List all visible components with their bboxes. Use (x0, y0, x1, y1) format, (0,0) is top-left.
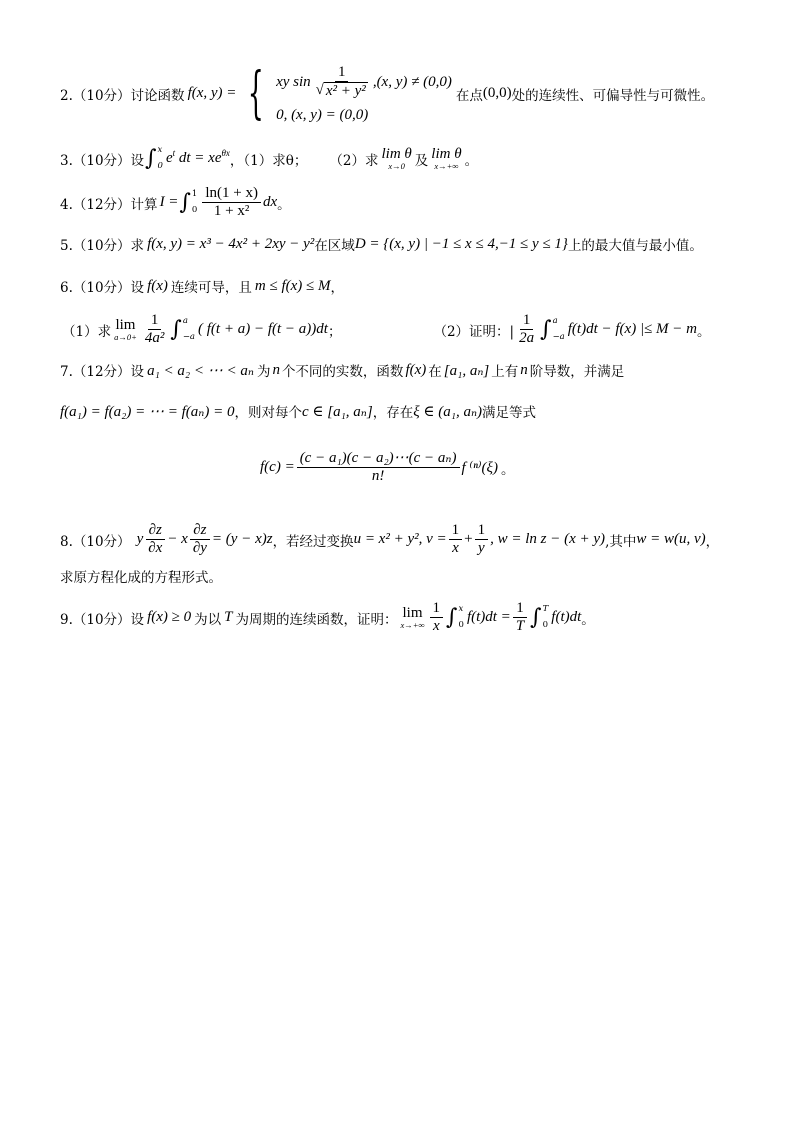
p6-int1-upper: a (182, 316, 188, 327)
p4-int-upper: 1 (191, 189, 198, 200)
p8-d1-num: ∂z (146, 522, 165, 540)
problem-4 (60, 185, 794, 221)
p2-case2: 0, (x, y) = (0,0) (276, 106, 369, 123)
p8-mid: ，若经过变换 (272, 533, 354, 550)
p8-prefix: 8.（10分） (60, 533, 131, 550)
p6-frac1-num: 1 (148, 312, 162, 330)
problem-5 (60, 234, 794, 254)
p7-mid1: 为 (256, 364, 271, 380)
p6-int1-lower: −a (182, 331, 196, 342)
p7-xi-in: ξ ∈ (a₁, aₙ) (413, 403, 483, 420)
p9-integrand1: f(t)dt = (466, 609, 511, 626)
problem-2 (60, 60, 794, 126)
p3-prefix: 3.（10分）设 (60, 152, 145, 169)
p7-display-rhs: f ⁽ⁿ⁾(ξ) (461, 460, 498, 477)
p9-f1 (430, 600, 444, 636)
p6-lim-under: a→0+ (114, 332, 137, 343)
p3-lim1-text: lim θ (381, 146, 412, 162)
p8-f1-den: x (452, 540, 459, 557)
p6-integrand2: f(t)dt − f(x) |≤ M − m (567, 321, 698, 338)
p2-case1-cond: ,(x, y) ≠ (0,0) (372, 73, 452, 90)
p6-int1-limits (183, 317, 195, 342)
p7-fx: f(x) (405, 361, 427, 378)
p3-part1: ，（1）求θ； (229, 152, 308, 169)
p5-expr: f(x, y) = x³ − 4x² + 2xy − y² (147, 235, 315, 252)
p7-n2: n (520, 361, 528, 378)
p8-among: ,其中 (605, 533, 637, 550)
p2-case1-frac (313, 64, 371, 101)
p7-eq-mid1: ，则对每个 (234, 405, 302, 421)
p7-mid5: 阶导数，并满足 (529, 364, 625, 380)
problem-3 (60, 146, 794, 171)
p6-frac2 (516, 312, 537, 348)
p3-lim2-text: lim θ (431, 146, 462, 162)
p7-mid4: 上有 (491, 364, 519, 380)
p2-case1-a: xy sin (276, 73, 311, 90)
p7-eq-mid2: ，存在 (372, 405, 414, 421)
p4-num: ln(1 + x) (202, 185, 261, 203)
p9-int2-limits (543, 605, 549, 630)
p2-f-lhs: f(x, y) = (187, 85, 237, 102)
p6-int2-lower: −a (552, 331, 565, 342)
p6-part2-prefix: （2）证明：| (433, 323, 515, 340)
p4-int-lower: 0 (191, 204, 198, 215)
p8-f1 (449, 522, 463, 558)
p6-fx: f(x) (147, 277, 168, 294)
p2-point: (0,0) (482, 85, 512, 102)
p4-den: 1 + x² (213, 203, 250, 220)
p9-mid1: 为以 (194, 611, 222, 628)
p6-int2-upper: a (552, 316, 558, 327)
p9-integral1-sign: ∫ (446, 604, 458, 630)
p9-int2-upper: T (542, 604, 549, 615)
problem-6-parts (62, 312, 794, 348)
p8-end: ， (705, 533, 720, 550)
p4-prefix: 4.（12分）计算 (60, 196, 158, 213)
p7-display-lhs: f(c) = (260, 459, 295, 476)
p2-case1-den: √ x² + y² (315, 82, 366, 100)
p6-int2-limits (553, 317, 565, 342)
p7-display-num: (c − a₁)(c − a₂)⋯(c − aₙ) (297, 450, 460, 468)
p4-dx: dx (262, 194, 278, 211)
p9-lim-under: x→+∞ (400, 620, 425, 631)
p2-cases (276, 64, 452, 124)
p3-part2: （2）求 (329, 152, 379, 169)
p3-int-upper: x (157, 145, 163, 156)
p9-end: 。 (581, 611, 595, 628)
p7-mid3: 在 (428, 364, 442, 380)
p3-int-lower: 0 (157, 160, 163, 171)
problem-7-display (260, 450, 794, 486)
p8-line2: 求原方程化成的方程形式。 (60, 570, 222, 586)
p8-d2-num: ∂z (190, 522, 209, 540)
p6-prefix: 6.（10分）设 (60, 280, 145, 296)
p7-eq-line: f(a₁) = f(a₂) = ⋯ = f(aₙ) = 0 (60, 403, 235, 420)
p8-f1-num: 1 (449, 522, 463, 540)
p3-e-sup: t (172, 148, 176, 158)
p2-case1 (276, 64, 452, 101)
p3-lim2-under: x→+∞ (434, 161, 459, 171)
p3-and: 及 (414, 152, 429, 169)
problem-8-line2 (60, 566, 794, 586)
p2-suffix-b: 处的连续性、可偏导性与可微性。 (511, 87, 715, 104)
p5-mid: 在区域 (314, 238, 355, 254)
p6-line1-end: ， (330, 280, 344, 296)
p9-lim: lim x→+∞ (400, 605, 425, 631)
p9-int1-limits (459, 605, 464, 630)
p8-d2 (190, 522, 210, 558)
p3-lim2 (431, 146, 461, 171)
p8-term2: − x (167, 531, 188, 548)
p6-ineq: m ≤ f(x) ≤ M (254, 277, 331, 294)
p7-mid2: 个不同的实数，函数 (281, 364, 404, 380)
p6-integral2-sign: ∫ (540, 316, 552, 342)
p7-display-frac (297, 450, 460, 486)
p8-plus: + (464, 531, 473, 548)
p9-f2-den: T (515, 618, 525, 635)
p7-n: n (272, 361, 280, 378)
p2-piecewise (236, 60, 452, 126)
p2-suffix-a: 在点 (455, 87, 483, 104)
p8-w-def: , w = ln z − (x + y) (490, 531, 606, 548)
p8-rhs: = (y − x)z (211, 531, 273, 548)
p7-eq-end: 满足等式 (482, 405, 537, 421)
problem-8 (60, 522, 794, 558)
p2-case1-rad: x² + y² (325, 83, 366, 100)
p5-prefix: 5.（10分）求 (60, 238, 145, 254)
p8-u-def: u = x² + y², v = (353, 531, 447, 548)
p6-mid: 连续可导，且 (170, 280, 252, 296)
p9-f2 (513, 600, 527, 636)
p6-part2-end: 。 (697, 323, 711, 340)
p2-case1-num: 1 (335, 64, 349, 82)
p8-f2 (475, 522, 489, 558)
p9-cond: f(x) ≥ 0 (147, 609, 192, 626)
p8-f2-den: y (478, 540, 485, 557)
p4-integral-sign: ∫ (179, 189, 191, 215)
p7-interval: [a₁, aₙ] (443, 362, 490, 379)
problem-7-condition (60, 401, 794, 421)
p7-prefix: 7.（12分）设 (60, 364, 145, 380)
p3-end: 。 (464, 152, 479, 169)
p8-d1-den: ∂x (148, 540, 163, 557)
problem-9 (60, 600, 794, 636)
p9-f2-num: 1 (513, 600, 527, 618)
p3-rest: dt = xe (178, 150, 222, 166)
p3-integral-sign: ∫ (145, 145, 157, 171)
p3-integrand (166, 150, 230, 167)
p4-end: 。 (277, 196, 291, 213)
p9-int2-lower: 0 (542, 619, 549, 630)
p6-frac2-den: 2a (519, 330, 535, 347)
p4-lhs: I = (159, 194, 179, 211)
p2-prefix: 2.（10分）讨论函数 (60, 87, 185, 104)
p6-lim: lim a→0+ (114, 317, 137, 343)
p7-display-end: 。 (500, 461, 515, 478)
p8-term1: y (136, 531, 144, 548)
p8-d1 (145, 522, 165, 558)
p5-suffix: 上的最大值与最小值。 (567, 238, 703, 254)
p6-integral1-sign: ∫ (170, 316, 182, 342)
p6-integrand1: ( f(t + a) − f(t − a))dt (198, 321, 328, 338)
p4-frac (202, 185, 261, 221)
p3-lim1 (381, 146, 411, 171)
p5-region: D = {(x, y) | −1 ≤ x ≤ 4,−1 ≤ y ≤ 1} (354, 235, 568, 252)
p9-T: T (224, 609, 233, 626)
p6-part1-prefix: （1）求 (62, 323, 112, 340)
p3-lim1-under: x→0 (388, 161, 405, 171)
p9-f1-den: x (432, 618, 440, 635)
p9-prefix: 9.（10分）设 (60, 611, 145, 628)
p2-brace: { (248, 60, 265, 126)
p3-rest-sup: θx (221, 148, 230, 158)
p8-w-func: w = w(u, v) (636, 531, 706, 548)
p9-f1-num: 1 (430, 600, 444, 618)
p6-frac2-num: 1 (520, 312, 534, 330)
p7-c-in: c ∈ [a₁, aₙ] (301, 403, 373, 420)
p7-display-den: n! (371, 468, 385, 485)
p9-int1-upper: x (458, 604, 464, 615)
p9-integrand2: f(t)dt (551, 609, 582, 626)
problem-7 (60, 360, 794, 380)
p6-frac1-den: 4a² (144, 330, 165, 347)
p3-e: e (165, 150, 173, 166)
p3-int-limits (158, 146, 163, 171)
p7-seq: a₁ < a₂ < ⋯ < aₙ (147, 362, 254, 379)
p9-mid2: 为周期的连续函数，证明： (235, 611, 398, 628)
p6-frac1 (142, 312, 168, 348)
p6-part1-end: ； (327, 323, 342, 340)
problem-6 (60, 276, 794, 296)
p8-f2-num: 1 (475, 522, 489, 540)
p9-integral2-sign: ∫ (530, 604, 542, 630)
p4-int-limits (192, 190, 197, 215)
p8-d2-den: ∂y (192, 540, 207, 557)
p9-int1-lower: 0 (458, 619, 464, 630)
